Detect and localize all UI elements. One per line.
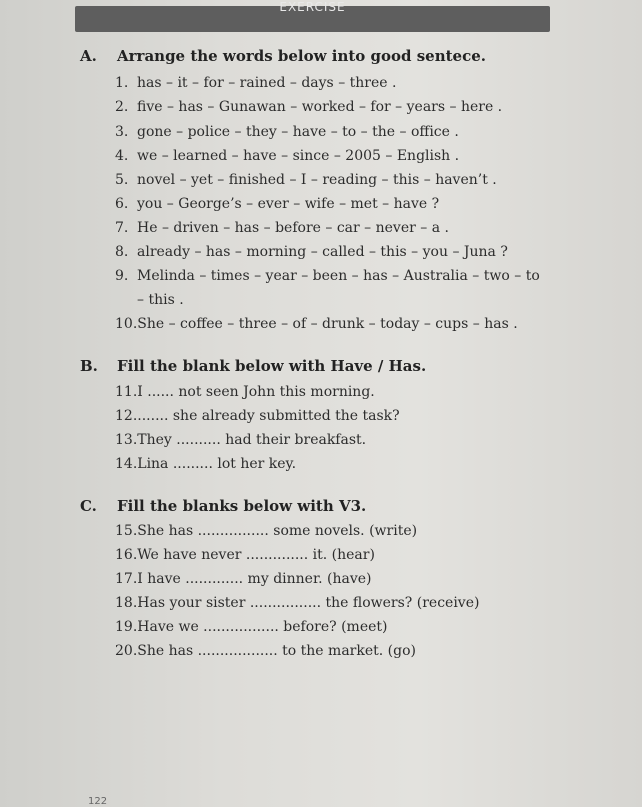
list-item xyxy=(115,267,540,285)
page-number: 122 xyxy=(88,796,108,807)
item-number: 19. xyxy=(115,619,138,635)
item-number: 6. xyxy=(115,196,129,212)
list-item xyxy=(115,642,416,660)
list-item xyxy=(115,407,400,425)
list-item xyxy=(115,431,366,449)
item-text: Lina ......... lot her key. xyxy=(137,456,297,472)
section-c-title: Fill the blanks below with V3. xyxy=(117,497,367,515)
section-a-title: Arrange the words below into good sentece. xyxy=(117,47,487,65)
item-text: Melinda – times – year – been – has – Australia – two – to xyxy=(137,268,540,284)
list-item xyxy=(115,243,508,261)
list-item xyxy=(115,522,417,540)
exercise-header-label: EXERCISE xyxy=(279,0,346,14)
list-item xyxy=(115,219,449,237)
list-item xyxy=(115,570,372,588)
item-number: 10. xyxy=(115,316,138,332)
section-a-letter: A. xyxy=(80,47,97,65)
item-text: Has your sister ................ the flowers? (receive) xyxy=(137,595,480,611)
item-text: She has ................ some novels. (write) xyxy=(137,523,418,539)
list-item xyxy=(115,123,459,141)
item-text: I have ............. my dinner. (have) xyxy=(137,571,372,587)
item-number: 9. xyxy=(115,268,129,284)
item-number: 16. xyxy=(115,547,138,563)
item-text: ....... she already submitted the task? xyxy=(137,408,400,424)
item-text: novel – yet – finished – I – reading – this – haven’t . xyxy=(137,172,497,188)
list-item xyxy=(115,618,387,636)
item-text: They .......... had their breakfast. xyxy=(137,432,367,448)
item-text: we – learned – have – since – 2005 – English . xyxy=(137,148,460,164)
item-number: 4. xyxy=(115,148,129,164)
list-item-continuation xyxy=(115,291,184,309)
item-text: five – has – Gunawan – worked – for – years – here . xyxy=(137,99,503,115)
item-text: has – it – for – rained – days – three . xyxy=(137,75,397,91)
item-text: I ...... not seen John this morning. xyxy=(137,384,375,400)
section-b-letter: B. xyxy=(80,357,98,375)
section-b-title: Fill the blank below with Have / Has. xyxy=(117,357,427,375)
list-item xyxy=(115,546,375,564)
item-number: 8. xyxy=(115,244,129,260)
item-number: 7. xyxy=(115,220,129,236)
item-number: 2. xyxy=(115,99,129,115)
item-number: 20. xyxy=(115,643,138,659)
list-item xyxy=(115,74,396,92)
item-text: you – George’s – ever – wife – met – have ? xyxy=(137,196,440,212)
item-text: – this . xyxy=(137,292,184,308)
item-number: 3. xyxy=(115,124,129,140)
item-number: 11. xyxy=(115,384,138,400)
item-text: gone – police – they – have – to – the – office . xyxy=(137,124,459,140)
item-text: We have never .............. it. (hear) xyxy=(137,547,375,563)
section-c-letter: C. xyxy=(80,497,97,515)
item-number: 5. xyxy=(115,172,129,188)
item-text: already – has – morning – called – this – you – Juna ? xyxy=(137,244,508,260)
list-item xyxy=(115,147,459,165)
list-item xyxy=(115,383,375,401)
item-number: 15. xyxy=(115,523,138,539)
list-item xyxy=(115,98,502,116)
item-text: Have we ................. before? (meet) xyxy=(137,619,388,635)
item-number: 18. xyxy=(115,595,138,611)
item-number: 17. xyxy=(115,571,138,587)
item-text: She has .................. to the market. (go) xyxy=(137,643,416,659)
item-text: She – coffee – three – of – drunk – today – cups – has . xyxy=(137,316,518,332)
item-number: 14. xyxy=(115,456,138,472)
item-number: 1. xyxy=(115,75,129,91)
list-item xyxy=(115,195,439,213)
item-number: 12. xyxy=(115,408,138,424)
list-item xyxy=(115,594,479,612)
item-text: He – driven – has – before – car – never – a . xyxy=(137,220,449,236)
item-number: 13. xyxy=(115,432,138,448)
list-item xyxy=(115,171,497,189)
exercise-header-bar xyxy=(75,0,550,32)
list-item xyxy=(115,455,296,473)
list-item xyxy=(115,315,518,333)
